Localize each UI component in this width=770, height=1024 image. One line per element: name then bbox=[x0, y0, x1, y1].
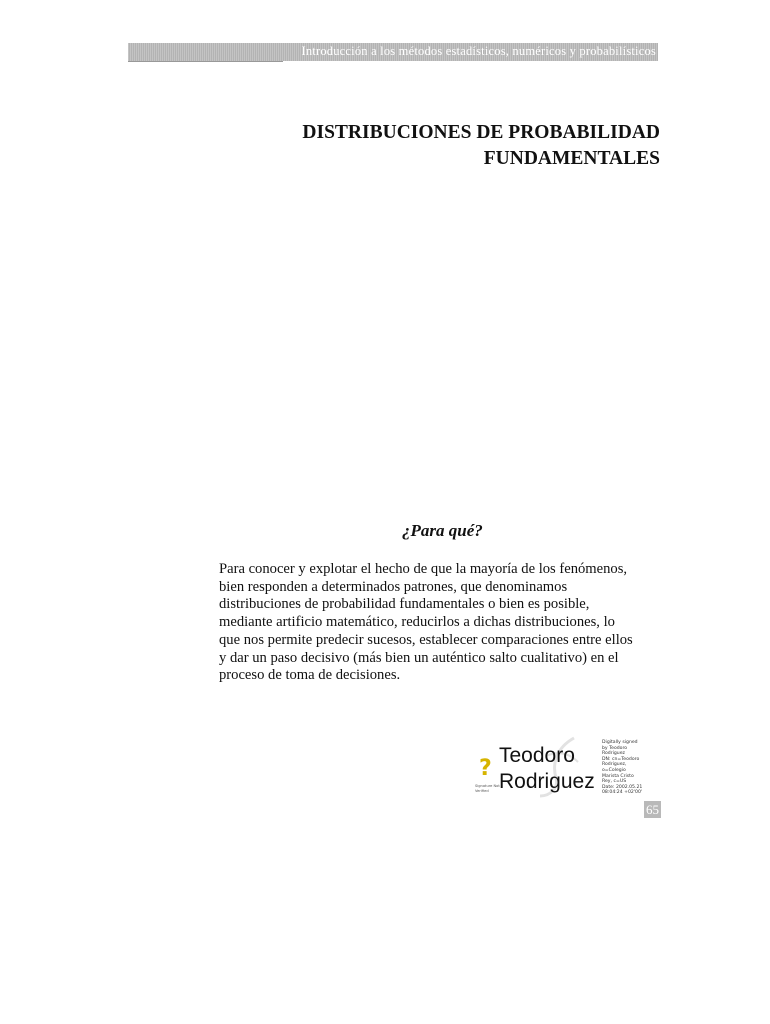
signature-detail-line: Rey, c=US bbox=[602, 779, 627, 785]
signature-status-label: Signature Not Verified bbox=[475, 784, 500, 793]
signature-detail-line: DN: cn=Teodoro bbox=[602, 756, 640, 762]
signature-detail-line: Rodriguez, bbox=[602, 762, 627, 768]
signer-name-line-2: Rodriguez bbox=[499, 770, 595, 793]
signer-name-line-1: Teodoro bbox=[499, 744, 575, 767]
running-header-title: Introducción a los métodos estadísticos, numéricos y probabilísticos bbox=[301, 44, 656, 58]
signature-detail-line: Marista Cristo bbox=[602, 773, 634, 779]
paragraph-line: proceso de toma de decisiones. bbox=[219, 667, 401, 684]
signature-detail-line: 08:04:24 +02'00' bbox=[602, 790, 643, 796]
section-heading: ¿Para qué? bbox=[402, 521, 483, 540]
chapter-title bbox=[140, 120, 660, 172]
signature-detail-line: Digitally signed bbox=[602, 740, 638, 745]
paragraph-line: bien responden a determinados patrones, que denominamos bbox=[219, 578, 568, 595]
chapter-title-line-1: DISTRIBUCIONES DE PROBABILIDAD bbox=[302, 122, 660, 143]
page-number: 65 bbox=[646, 802, 659, 817]
header-rule bbox=[128, 61, 283, 62]
paragraph-line: y dar un paso decisivo (más bien un auténtico salto cualitativo) en el bbox=[219, 649, 619, 666]
chapter-title-line-2: FUNDAMENTALES bbox=[483, 148, 660, 169]
paragraph-line: mediante artificio matemático, reducirlos a dichas distribuciones, lo bbox=[219, 614, 615, 631]
signature-detail-line: by Teodoro bbox=[602, 745, 628, 751]
signature-detail-line: Date: 2002.05.21 bbox=[602, 784, 643, 790]
signer-name bbox=[499, 743, 595, 795]
paragraph-line: Para conocer y explotar el hecho de que la mayoría de los fenómenos, bbox=[219, 561, 628, 577]
running-header bbox=[128, 43, 658, 61]
question-mark-icon: ? bbox=[479, 756, 492, 781]
paragraph-line: que nos permite predecir sucesos, establecer comparaciones entre ellos bbox=[219, 631, 633, 648]
signature-details bbox=[602, 740, 660, 796]
signature-detail-line: Rodriguez bbox=[602, 751, 625, 757]
signature-detail-line: o=Colegio bbox=[602, 767, 626, 773]
body-paragraph bbox=[219, 561, 664, 685]
paragraph-line: distribuciones de probabilidad fundamentales o bien es posible, bbox=[219, 596, 590, 613]
digital-signature[interactable] bbox=[474, 738, 664, 800]
